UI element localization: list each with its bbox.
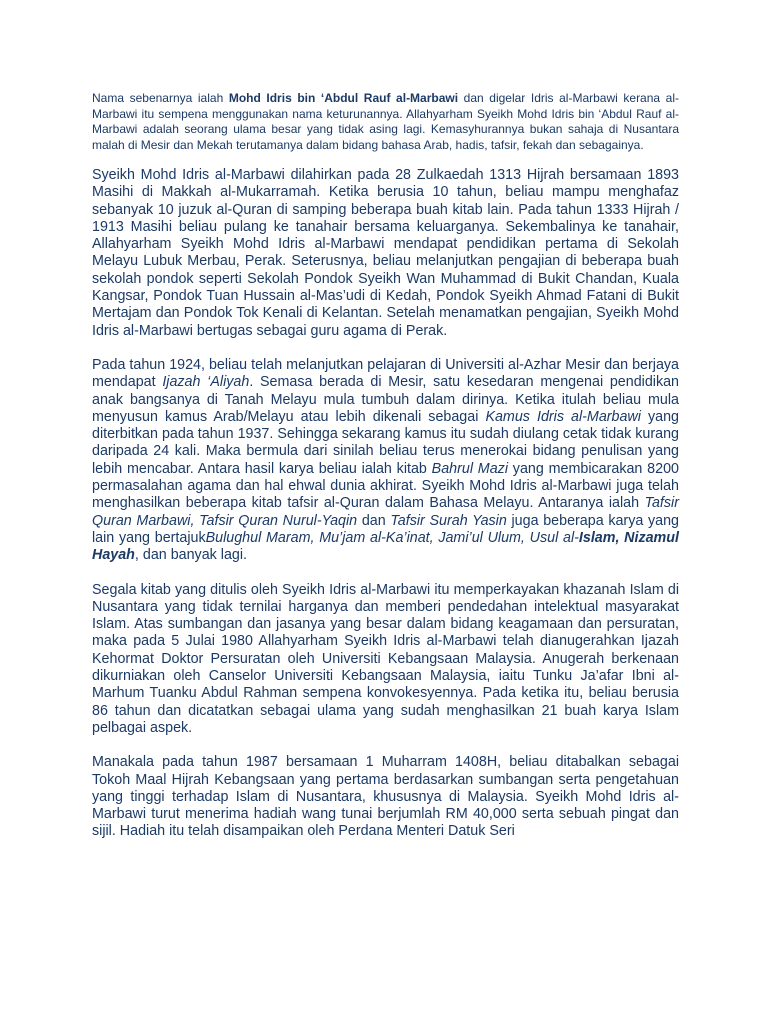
italic-other-works: Bulughul Maram, Mu’jam al-Ka’inat, Jami’ul Ulum, Usul al- (205, 529, 579, 546)
paragraph-birth (92, 167, 679, 340)
paragraph-azhar (92, 357, 679, 565)
italic-ijazah: Ijazah ‘Aliyah (162, 374, 250, 391)
paragraph-text: , dan banyak lagi. (134, 547, 247, 564)
italic-kamus: Kamus Idris al-Marbawi (485, 408, 641, 425)
intro-text-1: Nama sebenarnya ialah (92, 91, 229, 105)
paragraph-text: Pada tahun 1924, beliau telah melanjutkan pelajaran di Universiti al-Azhar Mesir dan berjaya mendapat (92, 356, 679, 391)
paragraph-text: Syeikh Mohd Idris al-Marbawi dilahirkan pada 28 Zulkaedah 1313 Hijrah bersamaan 1893 Masihi di Makkah al-Mukarramah. Ketika berusia 10 tahun, beliau mampu menghafaz sebanyak 10 juzuk al-Quran di samping beberapa buah kitab lain. Pada tahun 1333 Hijrah / 1913 Masihi beliau pulang ke tanahair bersama keluarganya. Sekembalinya ke tanahair, Allahyarham Syeikh Mohd Idris al-Marbawi mendapat pendidikan pertama di Sekolah Melayu Lubuk Merbau, Perak. Seterusnya, beliau melanjutkan pengajian di beberapa buah sekolah pondok seperti Sekolah Pondok Syeikh Wan Muhammad di Bukit Chandan, Kuala Kangsar, Pondok Tuan Hussain al-Mas’udi di Kedah, Pondok Syeikh Ahmad Fatani di Bukit Mertajam dan Pondok Tok Kenali di Kelantan. Setelah menamatkan pengajian, Syeikh Mohd Idris al-Marbawi bertugas sebagai guru agama di Perak. (92, 167, 679, 339)
paragraph-text: Manakala pada tahun 1987 bersamaan 1 Muharram 1408H, beliau ditabalkan sebagai Tokoh Maal Hijrah Kebangsaan yang pertama berdasarkan sumbangan serta pengetahuan yang tinggi terhadap Islam di Nusantara, khususnya di Malaysia. Syeikh Mohd Idris al-Marbawi turut menerima hadiah wang tunai berjumlah RM 40,000 serta sebuah pingat dan sijil. Hadiah itu telah disampaikan oleh Perdana Menteri Datuk Seri (92, 754, 679, 840)
paragraph-text: yang membicarakan 8200 permasalahan agama dan hal ehwal dunia akhirat. Syeikh Mohd Idris al-Marbawi juga telah menghasilkan beberapa kitab tafsir al-Quran dalam Bahasa Melayu. Antaranya ialah (92, 460, 679, 512)
paragraph-text: Segala kitab yang ditulis oleh Syeikh Idris al-Marbawi itu memperkayakan khazanah Islam di Nusantara yang tidak ternilai harganya dan memberi pendedahan intelektual masyarakat Islam. Atas sumbangan dan jasanya yang besar dalam bidang keagamaan dan persuratan, maka pada 5 Julai 1980 Allahyarham Syeikh Idris al-Marbawi telah dianugerahkan Ijazah Kehormat Doktor Persuratan oleh Universiti Kebangsaan Malaysia. Anugerah berkenaan dikurniakan oleh Canselor Universiti Kebangsaan Malaysia, iaitu Tunku Ja’afar Ibni al-Marhum Tuanku Abdul Rahman sempena konvokesyennya. Pada ketika itu, beliau berusia 86 tahun dan dicatatkan sebagai ulama yang sudah menghasilkan 21 buah karya Islam pelbagai aspek. (92, 581, 679, 736)
document-page (92, 91, 679, 858)
intro-text-2: dan digelar Idris al-Marbawi kerana al-Marbawi itu sempena menggunakan nama keturunannya. Allahyarham Syeikh Mohd Idris bin ‘Abdul Rauf al-Marbawi adalah seorang ulama besar yang tidak asing lagi. Kemasyhurannya bukan sahaja di Nusantara malah di Mesir dan Mekah terutamanya dalam bidang bahasa Arab, hadis, tafsir, fekah dan sebagainya. (92, 91, 679, 152)
intro-paragraph (92, 91, 679, 153)
paragraph-text: dan (357, 512, 391, 529)
paragraph-honours (92, 582, 679, 738)
paragraph-text: juga beberapa karya yang lain yang bertajuk (92, 512, 679, 546)
italic-tafsir-titles: Tafsir Quran Marbawi, Tafsir Quran Nurul-Yaqin (92, 495, 679, 529)
bold-italic-works: Islam, Nizamul Hayah (92, 529, 679, 564)
italic-bahrul-mazi: Bahrul Mazi (431, 460, 508, 477)
intro-name-bold: Mohd Idris bin ‘Abdul Rauf al-Marbawi (228, 91, 459, 105)
paragraph-maal-hijrah (92, 754, 679, 840)
italic-tafsir-yasin: Tafsir Surah Yasin (390, 512, 507, 529)
paragraph-text: . Semasa berada di Mesir, satu kesedaran mengenai pendidikan anak bangsanya di Tanah Melayu mula tumbuh dalam dirinya. Ketika itulah beliau mula menyusun kamus Arab/Melayu atau lebih dikenali sebagai (92, 374, 679, 425)
paragraph-text: yang diterbitkan pada tahun 1937. Sehingga sekarang kamus itu sudah diulang cetak tidak kurang daripada 24 kali. Maka bermula dari sinilah beliau terus menerokai bidang penulisan yang lebih mencabar. Antara hasil karya beliau ialah kitab (92, 408, 679, 477)
